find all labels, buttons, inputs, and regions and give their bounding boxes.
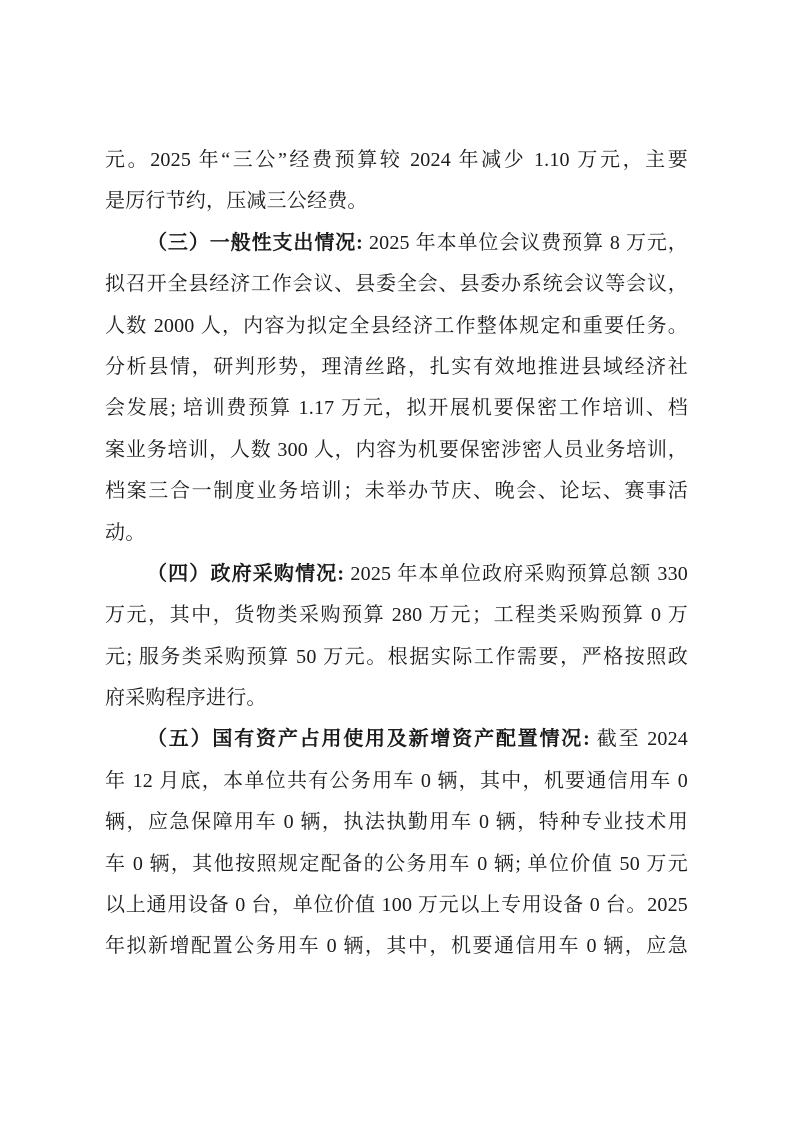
text-run: 元; 服务类采购预算 50 万元。根据实际工作需要，严格按照政 [105, 645, 688, 668]
text-line [105, 264, 688, 305]
text-run: 截至 2024 [589, 728, 688, 751]
text-line [105, 719, 688, 760]
text-line [105, 802, 688, 843]
document-page [105, 140, 688, 968]
text-run: 年 12 月底，本单位共有公务用车 0 辆，其中，机要通信用车 0 [105, 769, 688, 792]
text-line [105, 181, 688, 222]
text-run: 人数 2000 人，内容为拟定全县经济工作整体规定和重要任务。 [105, 314, 688, 337]
text-line [105, 926, 688, 967]
section-heading: （三）一般性支出情况: [147, 231, 364, 254]
text-line [105, 678, 688, 719]
text-line [105, 637, 688, 678]
text-line [105, 388, 688, 429]
text-run: 档案三合一制度业务培训；未举办节庆、晚会、论坛、赛事活 [105, 480, 688, 503]
text-run: 府采购程序进行。 [105, 687, 267, 710]
text-run: 2025 年本单位会议费预算 8 万元， [363, 231, 688, 254]
text-line [105, 140, 688, 181]
text-run: 元。2025 年“三公”经费预算较 2024 年减少 1.10 万元，主要 [105, 149, 688, 171]
text-run: 2025 年本单位政府采购预算总额 330 [344, 562, 688, 585]
section-heading: （五）国有资产占用使用及新增资产配置情况: [147, 728, 590, 751]
text-run: 案业务培训，人数 300 人，内容为机要保密涉密人员业务培训， [105, 438, 688, 461]
text-line [105, 223, 688, 264]
text-line [105, 761, 688, 802]
text-run: 会发展; 培训费预算 1.17 万元，拟开展机要保密工作培训、档 [105, 397, 688, 420]
text-line [105, 347, 688, 388]
text-run: 分析县情，研判形势，理清丝路，扎实有效地推进县域经济社 [105, 355, 688, 378]
text-run: 年拟新增配置公务用车 0 辆，其中，机要通信用车 0 辆，应急 [105, 935, 688, 958]
text-line [105, 306, 688, 347]
text-line [105, 471, 688, 512]
text-line [105, 595, 688, 636]
text-run: 车 0 辆，其他按照规定配备的公务用车 0 辆; 单位价值 50 万元 [105, 852, 688, 875]
text-run: 万元，其中，货物类采购预算 280 万元；工程类采购预算 0 万 [105, 604, 688, 627]
text-line [105, 844, 688, 885]
text-run: 辆，应急保障用车 0 辆，执法执勤用车 0 辆，特种专业技术用 [105, 811, 688, 834]
section-heading: （四）政府采购情况: [147, 562, 345, 585]
text-run: 拟召开全县经济工作会议、县委全会、县委办系统会议等会议， [105, 273, 688, 296]
text-line [105, 430, 688, 471]
text-line [105, 513, 688, 554]
text-line [105, 885, 688, 926]
text-run: 是厉行节约，压减三公经费。 [105, 190, 368, 213]
text-run: 动。 [105, 521, 146, 544]
text-line [105, 554, 688, 595]
text-run: 以上通用设备 0 台，单位价值 100 万元以上专用设备 0 台。2025 [105, 894, 688, 917]
